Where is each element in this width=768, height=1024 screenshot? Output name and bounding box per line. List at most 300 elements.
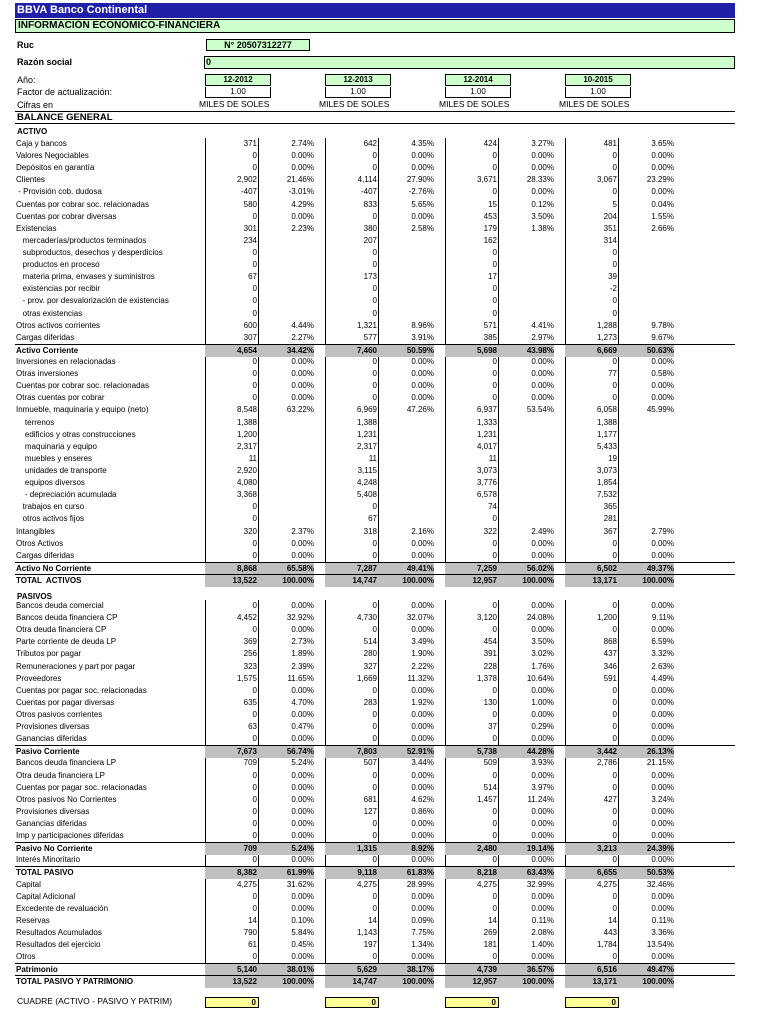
- value-cell[interactable]: 0: [612, 891, 617, 901]
- value-cell[interactable]: 3,120: [476, 613, 497, 623]
- value-cell[interactable]: 0: [612, 163, 617, 173]
- value-cell[interactable]: 1,388: [236, 417, 257, 427]
- value-cell[interactable]: 0: [492, 151, 497, 161]
- value-cell[interactable]: 0: [492, 296, 497, 306]
- value-cell[interactable]: 2,902: [236, 175, 257, 185]
- value-cell[interactable]: 790: [243, 928, 257, 937]
- value-cell[interactable]: 0: [372, 356, 377, 366]
- value-cell[interactable]: 0: [252, 369, 257, 379]
- value-cell[interactable]: 351: [603, 223, 617, 233]
- percent-cell: 0.00%: [291, 601, 314, 611]
- value-cell[interactable]: 207: [363, 235, 377, 245]
- value-cell[interactable]: 1,457: [476, 794, 497, 804]
- value-cell[interactable]: 5,140: [236, 965, 257, 975]
- value-cell[interactable]: 0: [492, 187, 497, 197]
- value-cell[interactable]: 0: [492, 369, 497, 379]
- value-cell[interactable]: 322: [483, 526, 497, 536]
- value-cell[interactable]: 67: [368, 514, 377, 524]
- value-cell[interactable]: 507: [363, 758, 377, 768]
- value-cell[interactable]: 0: [612, 697, 617, 707]
- value-cell[interactable]: 1,388: [596, 417, 617, 427]
- value-cell[interactable]: 0: [492, 806, 497, 816]
- value-cell[interactable]: 0: [252, 247, 257, 257]
- value-cell[interactable]: 0: [612, 819, 617, 829]
- value-cell[interactable]: 0: [612, 151, 617, 161]
- value-cell[interactable]: 0: [612, 734, 617, 744]
- value-cell[interactable]: 0: [372, 163, 377, 173]
- period-year[interactable]: 12-2014: [445, 74, 511, 86]
- value-cell[interactable]: 365: [603, 502, 617, 512]
- value-cell[interactable]: 5,629: [356, 965, 377, 975]
- value-cell[interactable]: 0: [492, 685, 497, 695]
- value-cell[interactable]: 0: [612, 806, 617, 816]
- value-cell[interactable]: 580: [243, 199, 257, 209]
- value-cell[interactable]: 0: [252, 381, 257, 391]
- value-cell[interactable]: 0: [492, 831, 497, 841]
- value-cell[interactable]: 9,118: [357, 868, 377, 878]
- value-cell[interactable]: 0: [612, 538, 617, 548]
- value-cell[interactable]: 0: [252, 903, 257, 913]
- value-cell[interactable]: 256: [243, 649, 257, 659]
- value-cell[interactable]: 0: [612, 550, 617, 560]
- value-cell[interactable]: 7,287: [356, 563, 377, 573]
- value-cell[interactable]: 318: [363, 526, 377, 536]
- percent-cell: 7.75%: [411, 928, 434, 937]
- total-row: [15, 866, 735, 878]
- period-unit: MILES DE SOLES: [559, 99, 630, 109]
- period-year[interactable]: 10-2015: [565, 74, 631, 86]
- period-year[interactable]: 12-2013: [325, 74, 391, 86]
- value-cell[interactable]: 15: [488, 199, 497, 209]
- value-cell[interactable]: 1,177: [596, 429, 617, 439]
- value-cell[interactable]: 0: [492, 308, 497, 318]
- value-cell[interactable]: 5,408: [356, 490, 377, 500]
- value-cell[interactable]: 6,578: [476, 490, 497, 500]
- value-cell[interactable]: 4,080: [236, 478, 257, 488]
- table-row: [15, 259, 735, 271]
- value-cell[interactable]: 0: [372, 247, 377, 257]
- value-cell[interactable]: 0: [372, 151, 377, 161]
- value-cell[interactable]: 0: [252, 770, 257, 780]
- value-cell[interactable]: 0: [252, 831, 257, 841]
- value-cell[interactable]: 14: [488, 915, 497, 925]
- value-cell[interactable]: 12,957: [472, 977, 497, 987]
- value-cell[interactable]: 7,803: [356, 747, 377, 757]
- value-cell[interactable]: 0: [612, 710, 617, 720]
- value-cell[interactable]: 0: [492, 538, 497, 548]
- value-cell[interactable]: 1,231: [476, 429, 497, 439]
- value-cell[interactable]: 0: [252, 308, 257, 318]
- value-cell[interactable]: 0: [252, 356, 257, 366]
- value-cell[interactable]: 228: [483, 661, 497, 671]
- value-cell[interactable]: 0: [252, 710, 257, 720]
- value-cell[interactable]: 14,747: [352, 575, 377, 585]
- value-cell[interactable]: 0: [252, 625, 257, 635]
- value-cell[interactable]: 314: [603, 235, 617, 245]
- value-cell[interactable]: 0: [372, 393, 377, 403]
- value-cell[interactable]: 424: [483, 139, 497, 148]
- value-cell[interactable]: 0: [252, 296, 257, 306]
- value-cell[interactable]: 868: [603, 637, 617, 647]
- ruc-field[interactable]: N° 20507312277: [206, 39, 310, 51]
- value-cell[interactable]: 369: [243, 637, 257, 647]
- value-cell[interactable]: 0: [612, 831, 617, 841]
- value-cell[interactable]: 0: [252, 284, 257, 294]
- value-cell[interactable]: 8,218: [476, 868, 497, 878]
- value-cell[interactable]: 4,275: [236, 879, 257, 889]
- value-cell[interactable]: 1,854: [596, 478, 617, 488]
- value-cell[interactable]: 11: [368, 453, 377, 463]
- value-cell[interactable]: 14,747: [352, 977, 377, 987]
- value-cell[interactable]: 6,937: [476, 405, 497, 415]
- value-cell[interactable]: 0: [372, 284, 377, 294]
- value-cell[interactable]: 0: [492, 601, 497, 611]
- value-cell[interactable]: 3,073: [596, 465, 617, 475]
- value-cell[interactable]: 2,317: [356, 441, 377, 451]
- value-cell[interactable]: 367: [603, 526, 617, 536]
- value-cell[interactable]: 0: [372, 903, 377, 913]
- value-cell[interactable]: 13,522: [232, 575, 257, 585]
- percent-cell: 6.59%: [651, 637, 674, 647]
- value-cell[interactable]: 4,275: [476, 879, 497, 889]
- value-cell[interactable]: 0: [372, 770, 377, 780]
- value-cell[interactable]: 0: [492, 260, 497, 270]
- value-cell[interactable]: 67: [248, 272, 257, 282]
- value-cell[interactable]: 709: [243, 844, 257, 854]
- value-cell[interactable]: 14: [608, 915, 617, 925]
- value-cell[interactable]: 709: [243, 758, 257, 768]
- value-cell[interactable]: 4,452: [236, 613, 257, 623]
- value-cell[interactable]: 1,231: [356, 429, 377, 439]
- period-factor[interactable]: 1.00: [325, 87, 391, 98]
- value-cell[interactable]: 0: [252, 260, 257, 270]
- period-year[interactable]: 12-2012: [205, 74, 271, 86]
- value-cell[interactable]: 0: [492, 163, 497, 173]
- value-cell[interactable]: 0: [492, 891, 497, 901]
- percent-cell: 0.00%: [291, 782, 314, 792]
- value-cell[interactable]: 0: [612, 381, 617, 391]
- value-cell[interactable]: 635: [243, 697, 257, 707]
- period-factor[interactable]: 1.00: [205, 87, 271, 98]
- value-cell[interactable]: 0: [612, 855, 617, 865]
- value-cell[interactable]: 0: [372, 685, 377, 695]
- value-cell[interactable]: 12,957: [472, 575, 497, 585]
- value-cell[interactable]: 327: [363, 661, 377, 671]
- value-cell[interactable]: 204: [603, 211, 617, 221]
- value-cell[interactable]: 0: [372, 782, 377, 792]
- value-cell[interactable]: 281: [603, 514, 617, 524]
- value-cell[interactable]: 571: [483, 320, 497, 330]
- percent-cell: 0.00%: [291, 381, 314, 391]
- value-cell[interactable]: 14: [368, 915, 377, 925]
- value-cell[interactable]: 0: [372, 381, 377, 391]
- value-cell[interactable]: 13,171: [592, 575, 617, 585]
- value-cell[interactable]: 3,671: [476, 175, 497, 185]
- value-cell[interactable]: 1,333: [476, 417, 497, 427]
- value-cell[interactable]: 0: [612, 782, 617, 792]
- value-cell[interactable]: 181: [483, 940, 497, 950]
- value-cell[interactable]: 77: [608, 369, 617, 379]
- value-cell[interactable]: 1,669: [356, 673, 377, 683]
- value-cell[interactable]: 0: [372, 625, 377, 635]
- value-cell[interactable]: 6,058: [596, 405, 617, 415]
- value-cell[interactable]: 0: [612, 625, 617, 635]
- value-cell[interactable]: 427: [603, 794, 617, 804]
- percent-cell: 36.57%: [526, 965, 554, 975]
- value-cell[interactable]: 0: [252, 550, 257, 560]
- value-cell[interactable]: 5,738: [476, 747, 497, 757]
- value-cell[interactable]: 7,460: [356, 345, 377, 355]
- value-cell[interactable]: 1,575: [236, 673, 257, 683]
- value-cell[interactable]: 5: [612, 199, 617, 209]
- value-cell[interactable]: 3,776: [476, 478, 497, 488]
- value-cell[interactable]: 3,213: [596, 844, 617, 854]
- value-cell[interactable]: 1,200: [596, 613, 617, 623]
- value-cell[interactable]: 6,655: [596, 868, 617, 878]
- value-cell[interactable]: 63: [248, 722, 257, 732]
- value-cell[interactable]: 1,143: [356, 928, 377, 937]
- value-cell[interactable]: 0: [252, 514, 257, 524]
- value-cell[interactable]: 320: [243, 526, 257, 536]
- value-cell[interactable]: 6,969: [356, 405, 377, 415]
- value-cell[interactable]: 0: [492, 381, 497, 391]
- value-cell[interactable]: 1,288: [596, 320, 617, 330]
- value-cell[interactable]: 17: [488, 272, 497, 282]
- value-cell[interactable]: 0: [612, 722, 617, 732]
- value-cell[interactable]: 0: [612, 308, 617, 318]
- value-cell[interactable]: 0: [252, 806, 257, 816]
- value-cell[interactable]: 127: [363, 806, 377, 816]
- value-cell[interactable]: 130: [483, 697, 497, 707]
- value-cell[interactable]: 514: [483, 782, 497, 792]
- value-cell[interactable]: 162: [483, 235, 497, 245]
- value-cell[interactable]: 591: [603, 673, 617, 683]
- value-cell[interactable]: 0: [492, 952, 497, 962]
- value-cell[interactable]: 7,673: [236, 747, 257, 757]
- value-cell[interactable]: 3,368: [236, 490, 257, 500]
- value-cell[interactable]: 443: [603, 928, 617, 937]
- period-factor[interactable]: 1.00: [445, 87, 511, 98]
- value-cell[interactable]: 0: [252, 685, 257, 695]
- value-cell[interactable]: 0: [612, 296, 617, 306]
- value-cell[interactable]: 4,275: [596, 879, 617, 889]
- value-cell[interactable]: 1,273: [596, 332, 617, 342]
- value-cell[interactable]: 481: [603, 139, 617, 148]
- value-cell[interactable]: 1,388: [356, 417, 377, 427]
- value-cell[interactable]: 0: [492, 819, 497, 829]
- value-cell[interactable]: 13,522: [232, 977, 257, 987]
- value-cell[interactable]: 2,480: [476, 844, 497, 854]
- value-cell[interactable]: 0: [612, 356, 617, 366]
- value-cell[interactable]: 0: [612, 187, 617, 197]
- value-cell[interactable]: 1,784: [596, 940, 617, 950]
- value-cell[interactable]: 4,017: [476, 441, 497, 451]
- value-cell[interactable]: 2,317: [236, 441, 257, 451]
- value-cell[interactable]: 437: [603, 649, 617, 659]
- value-cell[interactable]: 385: [483, 332, 497, 342]
- table-row: [15, 162, 735, 174]
- value-cell[interactable]: 11: [488, 453, 497, 463]
- value-cell[interactable]: 453: [483, 211, 497, 221]
- value-cell[interactable]: 197: [363, 940, 377, 950]
- value-cell[interactable]: 0: [612, 393, 617, 403]
- value-cell[interactable]: 509: [483, 758, 497, 768]
- value-cell[interactable]: 0: [612, 601, 617, 611]
- value-cell[interactable]: 2,786: [596, 758, 617, 768]
- value-cell[interactable]: 0: [252, 855, 257, 865]
- value-cell[interactable]: 269: [483, 928, 497, 937]
- value-cell[interactable]: 61: [248, 940, 257, 950]
- value-cell[interactable]: 0: [252, 891, 257, 901]
- value-cell[interactable]: 11: [248, 453, 257, 463]
- value-cell[interactable]: 0: [372, 260, 377, 270]
- value-cell[interactable]: 1,315: [356, 844, 377, 854]
- value-cell[interactable]: 0: [492, 710, 497, 720]
- razon-social-field[interactable]: 0: [204, 56, 735, 69]
- value-cell[interactable]: 454: [483, 637, 497, 647]
- value-cell[interactable]: 0: [372, 550, 377, 560]
- value-cell[interactable]: 13,171: [592, 977, 617, 987]
- value-cell[interactable]: 0: [612, 903, 617, 913]
- value-cell[interactable]: 8,868: [236, 563, 257, 573]
- value-cell[interactable]: 0: [252, 782, 257, 792]
- value-cell[interactable]: -407: [240, 187, 257, 197]
- value-cell[interactable]: 179: [483, 223, 497, 233]
- value-cell[interactable]: 3,115: [357, 465, 377, 475]
- value-cell[interactable]: 0: [372, 502, 377, 512]
- value-cell[interactable]: 0: [252, 502, 257, 512]
- value-cell[interactable]: 1,200: [236, 429, 257, 439]
- value-cell[interactable]: 391: [483, 649, 497, 659]
- value-cell[interactable]: 6,502: [596, 563, 617, 573]
- value-cell[interactable]: 0: [252, 952, 257, 962]
- value-cell[interactable]: 0: [492, 514, 497, 524]
- value-cell[interactable]: 1,378: [476, 673, 497, 683]
- value-cell[interactable]: 301: [243, 223, 257, 233]
- value-cell[interactable]: 0: [612, 770, 617, 780]
- value-cell[interactable]: 3,073: [476, 465, 497, 475]
- value-cell[interactable]: 0: [612, 952, 617, 962]
- value-cell[interactable]: 5,433: [596, 441, 617, 451]
- value-cell[interactable]: 0: [252, 538, 257, 548]
- value-cell[interactable]: 37: [488, 722, 497, 732]
- value-cell[interactable]: 0: [372, 734, 377, 744]
- value-cell[interactable]: 0: [252, 601, 257, 611]
- value-cell[interactable]: 3,442: [596, 747, 617, 757]
- value-cell[interactable]: 0: [492, 356, 497, 366]
- value-cell[interactable]: 0: [372, 831, 377, 841]
- value-cell[interactable]: 307: [243, 332, 257, 342]
- value-cell[interactable]: 0: [492, 770, 497, 780]
- value-cell[interactable]: 7,532: [596, 490, 617, 500]
- value-cell[interactable]: 0: [492, 855, 497, 865]
- value-cell[interactable]: 4,275: [356, 879, 377, 889]
- value-cell[interactable]: 0: [612, 685, 617, 695]
- value-cell[interactable]: 0: [372, 369, 377, 379]
- row-label: Parte corriente de deuda LP: [16, 637, 117, 647]
- value-cell[interactable]: 0: [372, 538, 377, 548]
- value-cell[interactable]: -407: [360, 187, 377, 197]
- value-cell[interactable]: 0: [372, 308, 377, 318]
- value-cell[interactable]: 2,920: [236, 465, 257, 475]
- period-factor[interactable]: 1.00: [565, 87, 631, 98]
- value-cell[interactable]: 0: [372, 722, 377, 732]
- value-cell[interactable]: 39: [608, 272, 617, 282]
- value-cell[interactable]: 4,654: [236, 345, 257, 355]
- value-cell[interactable]: 4,730: [356, 613, 377, 623]
- value-cell[interactable]: 0: [492, 903, 497, 913]
- value-cell[interactable]: 0: [372, 211, 377, 221]
- value-cell[interactable]: 3,067: [596, 175, 617, 185]
- value-cell[interactable]: 323: [243, 661, 257, 671]
- value-cell[interactable]: 380: [363, 223, 377, 233]
- percent-cell: 0.00%: [291, 356, 314, 366]
- value-cell[interactable]: 5,698: [476, 345, 497, 355]
- value-cell[interactable]: 6,516: [596, 965, 617, 975]
- value-cell[interactable]: 0: [492, 550, 497, 560]
- value-cell[interactable]: 0: [492, 247, 497, 257]
- value-cell[interactable]: 0: [492, 625, 497, 635]
- value-cell[interactable]: -2: [609, 284, 617, 294]
- value-cell[interactable]: 514: [363, 637, 377, 647]
- value-cell[interactable]: 6,669: [596, 345, 617, 355]
- value-cell[interactable]: 0: [252, 163, 257, 173]
- value-cell[interactable]: 8,548: [236, 405, 257, 415]
- value-cell[interactable]: 0: [612, 247, 617, 257]
- value-cell[interactable]: 0: [372, 601, 377, 611]
- value-cell[interactable]: 0: [252, 211, 257, 221]
- value-cell[interactable]: 14: [248, 915, 257, 925]
- value-cell[interactable]: 0: [492, 734, 497, 744]
- value-cell[interactable]: 0: [372, 952, 377, 962]
- value-cell[interactable]: 0: [372, 296, 377, 306]
- percent-cell: 3.44%: [411, 758, 434, 768]
- value-cell[interactable]: 19: [608, 453, 617, 463]
- value-cell[interactable]: 4,114: [357, 175, 377, 185]
- value-cell[interactable]: 4,248: [356, 478, 377, 488]
- value-cell[interactable]: 0: [372, 710, 377, 720]
- value-cell[interactable]: 1,321: [356, 320, 377, 330]
- value-cell[interactable]: 0: [252, 393, 257, 403]
- value-cell[interactable]: 0: [252, 819, 257, 829]
- value-cell[interactable]: 600: [243, 320, 257, 330]
- activo-label: ACTIVO: [17, 127, 48, 136]
- value-cell[interactable]: 0: [252, 734, 257, 744]
- value-cell[interactable]: 8,382: [236, 868, 257, 878]
- value-cell[interactable]: 577: [363, 332, 377, 342]
- value-cell[interactable]: 280: [363, 649, 377, 659]
- value-cell[interactable]: 346: [603, 661, 617, 671]
- value-cell[interactable]: 681: [363, 794, 377, 804]
- value-cell[interactable]: 0: [372, 855, 377, 865]
- value-cell[interactable]: 4,739: [476, 965, 497, 975]
- value-cell[interactable]: 74: [488, 502, 497, 512]
- value-cell[interactable]: 0: [252, 151, 257, 161]
- value-cell[interactable]: 833: [363, 199, 377, 209]
- value-cell[interactable]: 7,259: [476, 563, 497, 573]
- value-cell[interactable]: 0: [492, 393, 497, 403]
- value-cell[interactable]: 0: [252, 794, 257, 804]
- value-cell[interactable]: 173: [363, 272, 377, 282]
- value-cell[interactable]: 0: [492, 284, 497, 294]
- value-cell[interactable]: 0: [372, 891, 377, 901]
- value-cell[interactable]: 234: [243, 235, 257, 245]
- value-cell[interactable]: 642: [363, 139, 377, 148]
- value-cell[interactable]: 0: [612, 260, 617, 270]
- value-cell[interactable]: 283: [363, 697, 377, 707]
- value-cell[interactable]: 0: [372, 819, 377, 829]
- value-cell[interactable]: 371: [243, 139, 257, 148]
